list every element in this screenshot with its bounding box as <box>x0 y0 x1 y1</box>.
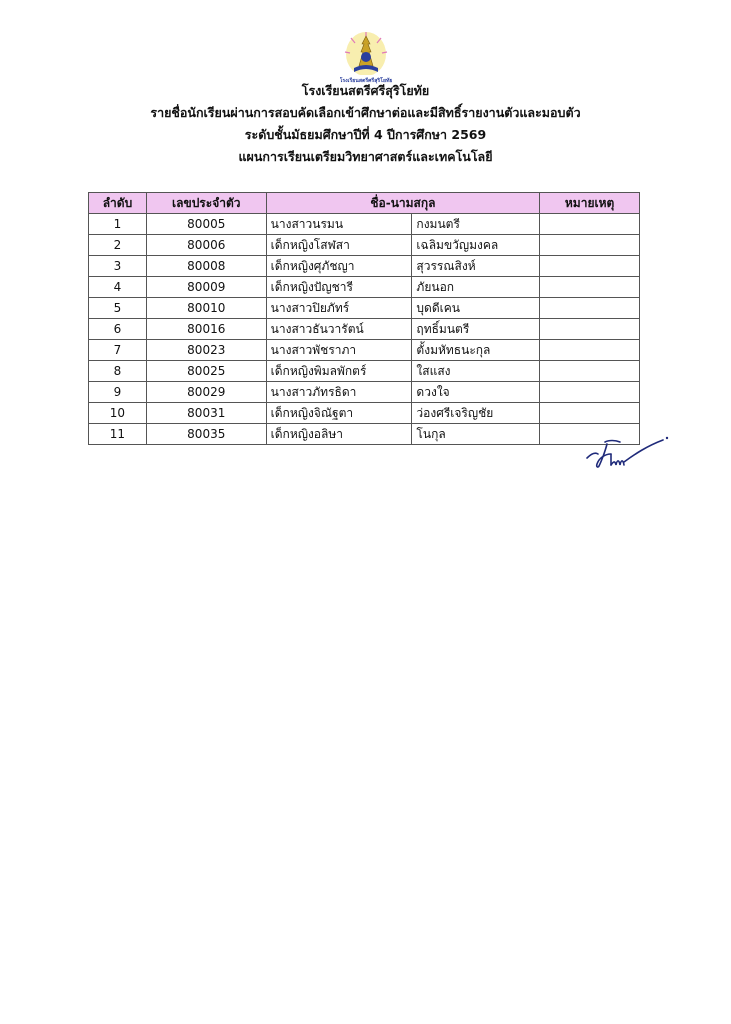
cell-first-name: นางสาวพัชราภา <box>266 340 412 361</box>
cell-no: 6 <box>89 319 147 340</box>
school-name: โรงเรียนสตรีศรีสุริโยทัย <box>301 83 430 98</box>
school-logo <box>340 30 392 86</box>
table-row <box>89 424 640 445</box>
cell-last-name: กงมนตรี <box>412 214 540 235</box>
cell-first-name: นางสาวธันวารัตน์ <box>266 319 412 340</box>
column-header-remark: หมายเหตุ <box>540 193 640 214</box>
cell-no: 4 <box>89 277 147 298</box>
study-program: แผนการเรียนเตรียมวิทยาศาสตร์และเทคโนโลยี <box>238 149 493 164</box>
cell-last-name: ฤทธิ์มนตรี <box>412 319 540 340</box>
cell-first-name: นางสาวภัทรธิดา <box>266 382 412 403</box>
cell-no: 5 <box>89 298 147 319</box>
cell-remark <box>540 382 640 403</box>
cell-first-name: นางสาวนรมน <box>266 214 412 235</box>
table-body <box>89 214 640 445</box>
table-row <box>89 298 640 319</box>
cell-id: 80005 <box>146 214 266 235</box>
cell-no: 11 <box>89 424 147 445</box>
table-row <box>89 382 640 403</box>
cell-remark <box>540 319 640 340</box>
cell-id: 80029 <box>146 382 266 403</box>
cell-remark <box>540 214 640 235</box>
column-header-no: ลำดับ <box>89 193 147 214</box>
cell-first-name: เด็กหญิงโสฬสา <box>266 235 412 256</box>
cell-remark <box>540 277 640 298</box>
cell-first-name: เด็กหญิงอลิษา <box>266 424 412 445</box>
cell-id: 80023 <box>146 340 266 361</box>
cell-remark <box>540 235 640 256</box>
cell-no: 7 <box>89 340 147 361</box>
cell-id: 80006 <box>146 235 266 256</box>
cell-no: 10 <box>89 403 147 424</box>
cell-no: 1 <box>89 214 147 235</box>
table-row <box>89 277 640 298</box>
cell-first-name: เด็กหญิงศุภัชญา <box>266 256 412 277</box>
cell-id: 80016 <box>146 319 266 340</box>
signature <box>585 432 670 470</box>
table-row <box>89 214 640 235</box>
table-row <box>89 340 640 361</box>
cell-remark <box>540 403 640 424</box>
cell-remark <box>540 340 640 361</box>
cell-last-name: เฉลิมขวัญมงคล <box>412 235 540 256</box>
document-title: รายชื่อนักเรียนผ่านการสอบคัดเลือกเข้าศึกษาต่อและมีสิทธิ์รายงานตัวและมอบตัว <box>150 105 581 120</box>
cell-remark <box>540 298 640 319</box>
cell-last-name: สุวรรณสิงห์ <box>412 256 540 277</box>
cell-id: 80009 <box>146 277 266 298</box>
table-row <box>89 256 640 277</box>
cell-no: 9 <box>89 382 147 403</box>
column-header-name: ชื่อ-นามสกุล <box>266 193 540 214</box>
cell-id: 80008 <box>146 256 266 277</box>
cell-id: 80025 <box>146 361 266 382</box>
cell-id: 80010 <box>146 298 266 319</box>
cell-last-name: บุดดีเคน <box>412 298 540 319</box>
cell-first-name: เด็กหญิงปัญชารี <box>266 277 412 298</box>
cell-last-name: ใสแสง <box>412 361 540 382</box>
cell-last-name: ภัยนอก <box>412 277 540 298</box>
document-header <box>0 80 731 168</box>
column-header-id: เลขประจำตัว <box>146 193 266 214</box>
cell-first-name: นางสาวปิยภัทร์ <box>266 298 412 319</box>
cell-last-name: ดวงใจ <box>412 382 540 403</box>
table-row <box>89 319 640 340</box>
table-header-row <box>89 193 640 214</box>
cell-no: 2 <box>89 235 147 256</box>
cell-last-name: ว่องศรีเจริญชัย <box>412 403 540 424</box>
cell-last-name: ตั้งมหัทธนะกุล <box>412 340 540 361</box>
logo-caption: โรงเรียนสตรีศรีสุริโยทัย <box>340 78 392 84</box>
school-emblem-icon <box>345 32 387 76</box>
cell-no: 3 <box>89 256 147 277</box>
cell-id: 80035 <box>146 424 266 445</box>
cell-no: 8 <box>89 361 147 382</box>
table-row <box>89 403 640 424</box>
student-table <box>88 192 640 445</box>
cell-remark <box>540 361 640 382</box>
cell-id: 80031 <box>146 403 266 424</box>
table-row <box>89 361 640 382</box>
cell-first-name: เด็กหญิงพิมลพักตร์ <box>266 361 412 382</box>
grade-level: ระดับชั้นมัธยมศึกษาปีที่ 4 ปีการศึกษา 2569 <box>244 127 487 142</box>
table-row <box>89 235 640 256</box>
cell-remark <box>540 256 640 277</box>
cell-first-name: เด็กหญิงจิณัฐตา <box>266 403 412 424</box>
cell-last-name: โนกุล <box>412 424 540 445</box>
